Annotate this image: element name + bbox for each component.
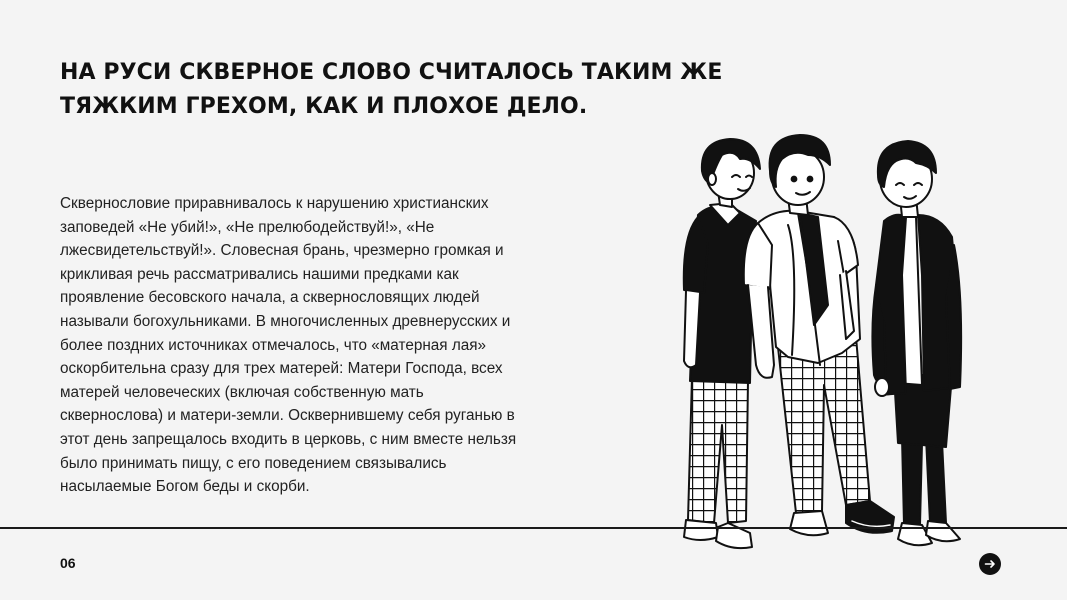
body-line: Сквернословие приравнивалось к нарушению христианских	[60, 195, 489, 212]
body-paragraph	[60, 192, 540, 499]
body-line: было принимать пищу, с его поведением связывались	[60, 454, 447, 472]
slide-title-line-2: ТЯЖКИМ ГРЕХОМ, КАК И ПЛОХОЕ ДЕЛО.	[60, 94, 588, 119]
person-right	[872, 141, 961, 545]
body-line: называли богохульниками. В многочисленных древнерусских и	[60, 312, 511, 330]
body-line: матерей человеческих (включая собственную мать	[60, 383, 424, 401]
body-line: этот день запрещалось входить в церковь, с ним вместе нельзя	[60, 430, 517, 448]
three-young-men-illustration	[670, 125, 970, 557]
footer-divider	[0, 527, 1067, 529]
person-left	[684, 139, 760, 548]
body-line: оскорбительна сразу для трех матерей: Матери Господа, всех	[60, 360, 503, 378]
slide-title-line-1: НА РУСИ СКВЕРНОЕ СЛОВО СЧИТАЛОСЬ ТАКИМ ЖЕ	[60, 60, 723, 85]
page-number: 06	[60, 555, 76, 571]
body-line: сквернослова) и матери-земли. Осквернившему себя руганью в	[60, 407, 515, 425]
arrow-right-icon	[984, 558, 996, 570]
slide-title	[60, 56, 723, 124]
body-line: заповедей «Не убий!», «Не прелюбодействуй!», «Не	[60, 218, 435, 236]
body-line: крикливая речь рассматривались нашими предками как	[60, 265, 459, 283]
body-line: более поздних источниках отмечалось, что «матерная лая»	[60, 336, 487, 354]
next-slide-button[interactable]	[979, 553, 1001, 575]
body-line: лжесвидетельствуй!». Словесная брань, чрезмерно громкая и	[60, 242, 504, 260]
body-line: насылаемые Богом беды и скорби.	[60, 478, 310, 496]
body-line: проявление бесовского начала, а сквернословящих людей	[60, 289, 480, 307]
